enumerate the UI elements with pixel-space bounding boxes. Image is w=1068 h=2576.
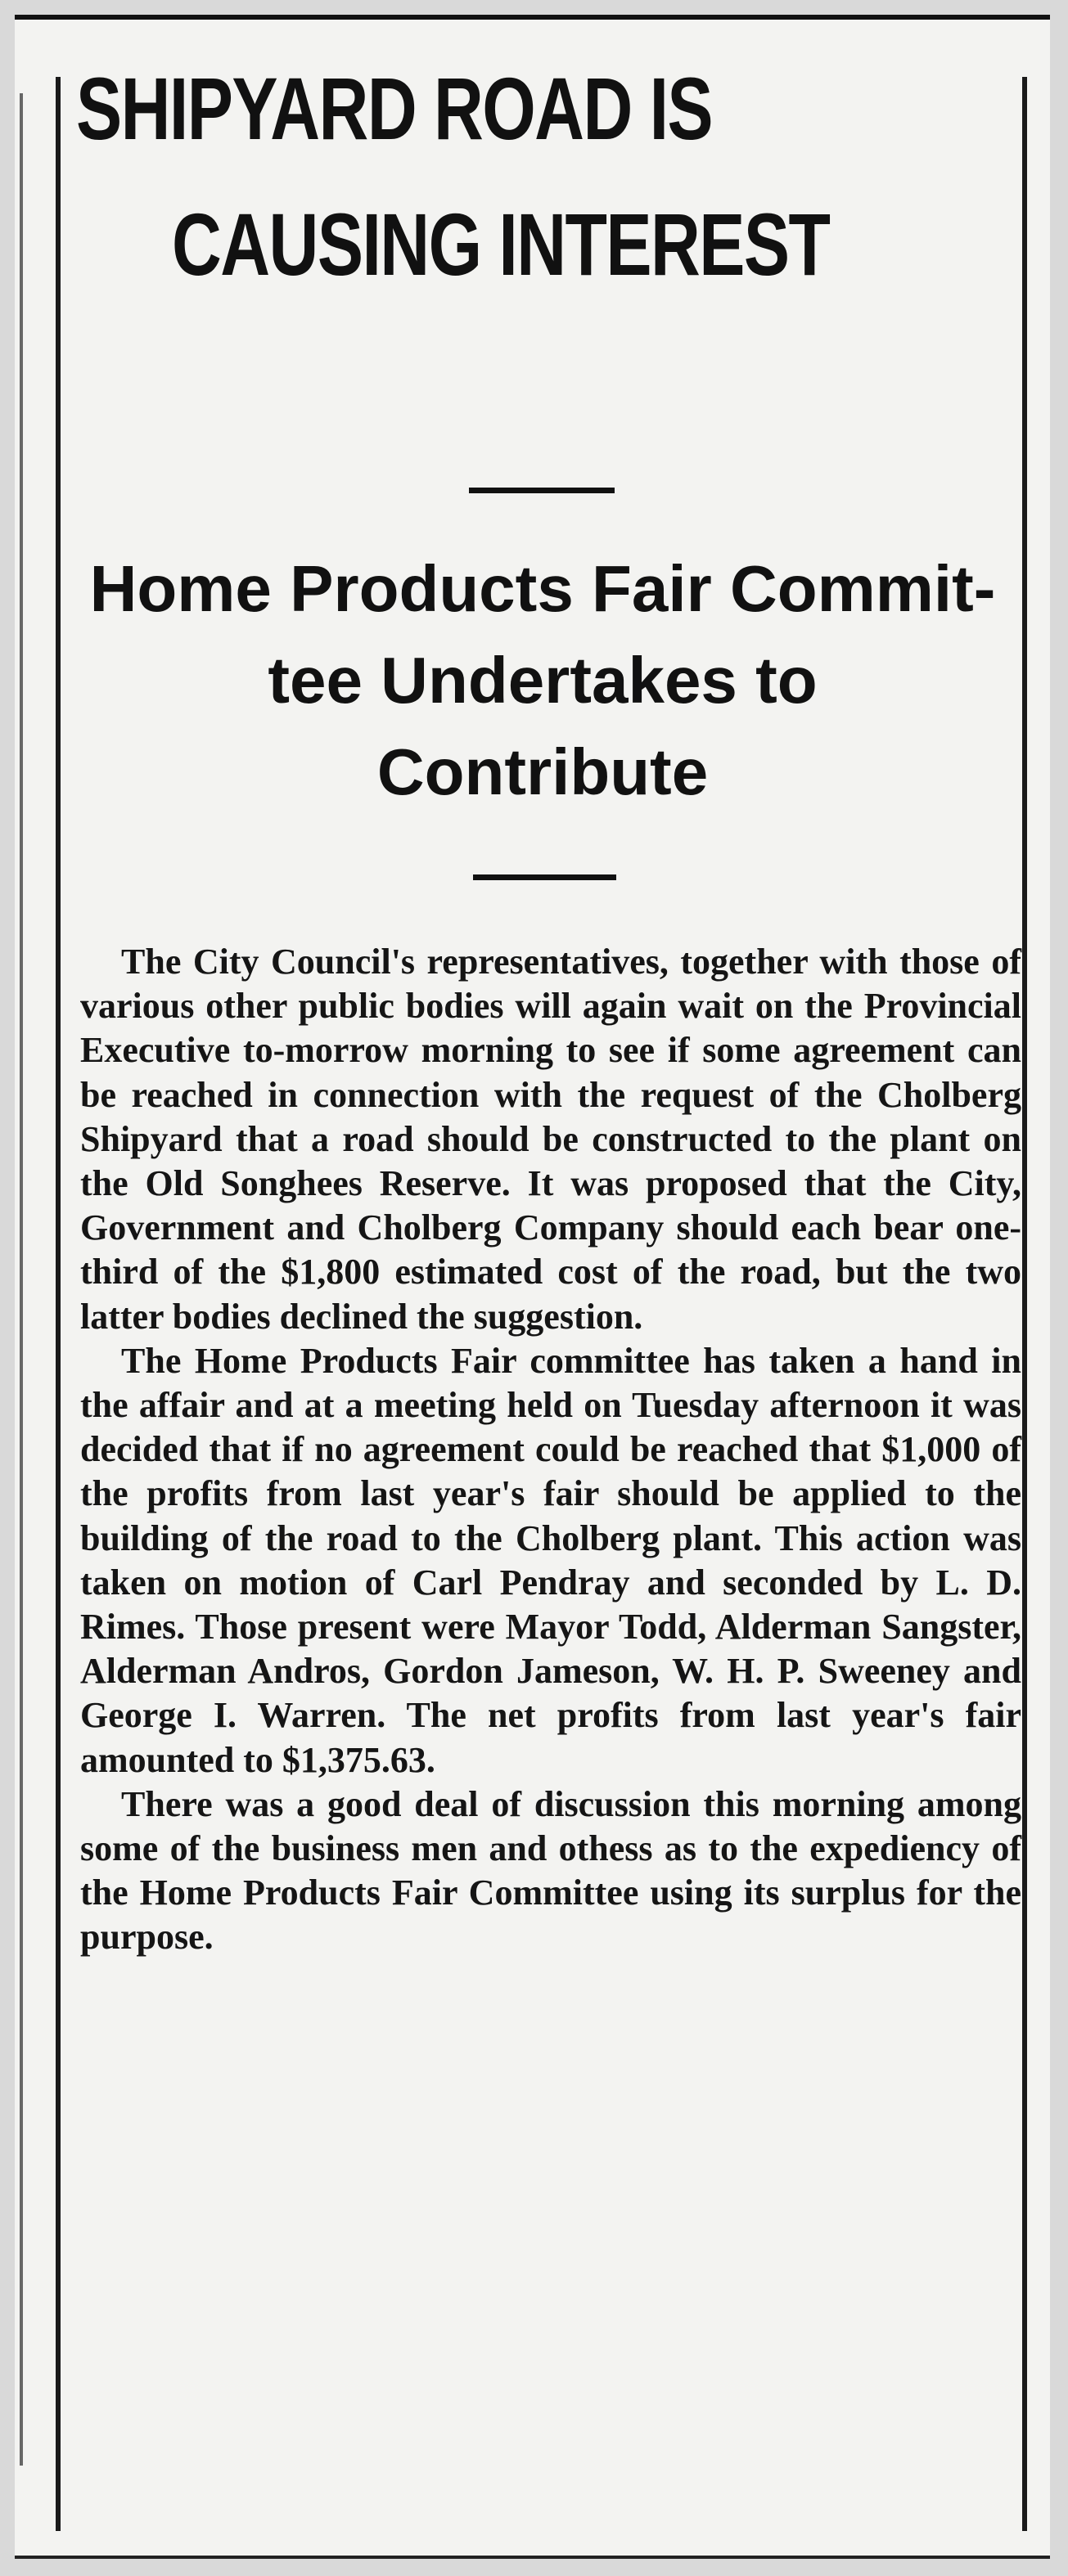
article-body xyxy=(80,940,1021,1960)
newspaper-clipping xyxy=(15,15,1050,2559)
headline xyxy=(76,59,830,294)
paragraph-3: There was a good deal of discussion this morning among some of the business men and othess as to the expediency of the Home Products Fair Committee using its surplus for the purpose. xyxy=(80,1783,1021,1958)
headline-line-1: SHIPYARD ROAD IS xyxy=(76,59,713,158)
subheadline-divider xyxy=(473,874,616,880)
paragraph-1: The City Council's representatives, together with those of various other public bodies will again wait on the Provincial Executive to-morrow morning to see if some agreement can be reached in connection with the request of the Cholberg Shipyard that a road should be constructed to the plant on the Old Songhees Reserve. It was proposed that the City, Government and Cholberg Company should each bear one-third of the $1,800 estimated cost of the road, but the two latter bodies declined the suggestion. xyxy=(80,942,1021,1337)
subheadline-line-1: Home Products Fair Commit- xyxy=(89,552,996,625)
left-column-rule xyxy=(56,77,61,2531)
left-edge-mark xyxy=(20,93,23,2466)
subheadline xyxy=(64,543,1021,818)
subheadline-line-3: Contribute xyxy=(376,735,709,808)
headline-divider xyxy=(469,488,615,493)
headline-line-2: CAUSING INTEREST xyxy=(172,195,830,294)
subheadline-line-2: tee Undertakes to xyxy=(268,644,818,717)
right-column-rule xyxy=(1022,77,1027,2531)
paragraph-2: The Home Products Fair committee has taken a hand in the affair and at a meeting held on Tuesday afternoon it was decided that if no agreement could be reached that $1,000 of the profits from last year's fair should be applied to the building of the road to the Cholberg plant. This action was taken on motion of Carl Pendray and seconded by L. D. Rimes. Those present were Mayor Todd, Alderman Sangster, Alderman Andros, Gordon Jameson, W. H. P. Sweeney and George I. Warren. The net profits from last year's fair amounted to $1,375.63. xyxy=(80,1340,1021,1780)
